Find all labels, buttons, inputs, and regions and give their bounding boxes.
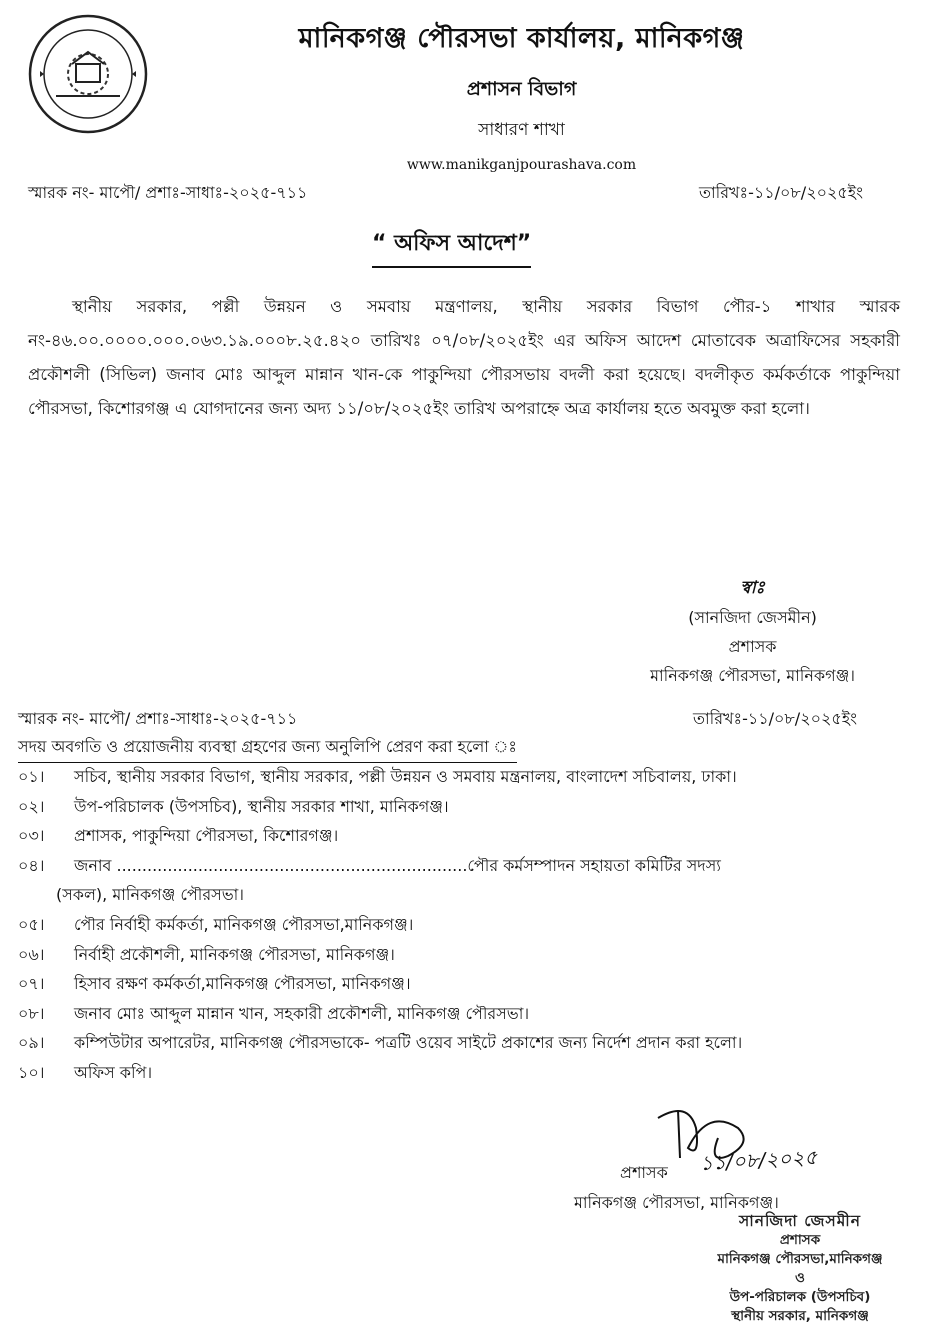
signature-mark: স্বাঃ <box>740 578 765 598</box>
website-url[interactable]: www.manikganjpourashava.com <box>406 157 637 173</box>
department-name: প্রশাসন বিভাগ <box>466 78 577 100</box>
list-item-text: প্রশাসক, পাকুন্দিয়া পৌরসভা, কিশোরগঞ্জ। <box>74 826 339 846</box>
stamp-title2: উপ-পরিচালক (উপসচিব) <box>729 1289 871 1305</box>
stamp-name: সানজিদা জেসমীন <box>738 1212 861 1230</box>
list-item <box>18 910 908 940</box>
list-item-text: জনাব .....................................................................পৌর কর্মসম্পাদন সহায়তা কমিটির সদস্য <box>74 855 721 875</box>
stamp-title: প্রশাসক <box>779 1232 821 1248</box>
copy-list <box>18 762 908 1088</box>
signatory2-title: প্রশাসক <box>620 1163 668 1182</box>
copy-heading: সদয় অবগতি ও প্রয়োজনীয় ব্যবস্থা গ্রহণের জন্য অনুলিপি প্রেরণ করা হলো ঃ <box>18 734 517 763</box>
list-item-text: সচিব, স্থানীয় সরকার বিভাগ, স্থানীয় সরকার, পল্লী উন্নয়ন ও সমবায় মন্ত্রনালয়, বাংলাদেশ সচিবালয়, ঢাকা। <box>74 767 737 786</box>
branch-name: সাধারণ শাখা <box>478 120 565 140</box>
municipality-seal <box>26 12 150 136</box>
list-item-number: ০৮। <box>18 1003 45 1023</box>
signatory-name: (সানজিদা জেসমীন) <box>688 608 817 627</box>
signatory-office: মানিকগঞ্জ পৌরসভা, মানিকগঞ্জ। <box>650 666 855 685</box>
copy-memo-row <box>18 706 857 733</box>
letterhead <box>150 14 893 173</box>
order-body: স্থানীয় সরকার, পল্লী উন্নয়ন ও সমবায় মন্ত্রণালয়, স্থানীয় সরকার বিভাগ পৌর-১ শাখার স্মারক নং-৪৬.০০.০০০০.০০০.০৬৩.১৯.০০০৮.২৫.৪২০ তারিখঃ ০৭/০৮/২০২৫ইং এর অফিস আদেশ মোতাবেক অত্রাফিসের সহকারী প্রকৌশলী (সিভিল) জনাব মোঃ আব্দুল মান্নান খান-কে পাকুন্দিয়া পৌরসভায় বদলী করা হয়েছে। বদলীকৃত কর্মকর্তাকে পাকুন্দিয়া পৌরসভা, কিশোরগঞ্জ এ যোগদানের জন্য অদ্য ১১/০৮/২০২৫ইং তারিখ অপরাহ্নে অত্র কার্যালয় হতে অবমুক্ত করা হলো। <box>28 297 900 418</box>
list-item <box>18 999 908 1029</box>
list-item-text: কম্পিউটার অপারেটর, মানিকগঞ্জ পৌরসভাকে- পত্রটি ওয়েব সাইটে প্রকাশের জন্য নির্দেশ প্রদান করা হলো। <box>74 1033 743 1053</box>
list-item-text: উপ-পরিচালক (উপসচিব), স্থানীয় সরকার শাখা, মানিকগঞ্জ। <box>74 796 449 816</box>
signature-block <box>650 574 855 690</box>
stamp-conjunction: ও <box>795 1270 805 1286</box>
memo-date: তারিখঃ-১১/০৮/২০২৫ইং <box>699 183 863 202</box>
list-item-number: ০৪। <box>18 855 45 875</box>
signatory2-office: মানিকগঞ্জ পৌরসভা, মানিকগঞ্জ। <box>574 1193 779 1212</box>
list-item <box>18 821 908 851</box>
list-item <box>18 1028 908 1058</box>
list-item-number: ০২। <box>18 796 45 816</box>
copy-memo-date: তারিখঃ-১১/০৮/২০২৫ইং <box>693 709 857 728</box>
stamp-office: মানিকগঞ্জ পৌরসভা,মানিকগঞ্জ <box>717 1251 883 1267</box>
office-name: মানিকগঞ্জ পৌরসভা কার্যালয়, মানিকগঞ্জ <box>298 23 745 54</box>
list-item-continuation <box>18 880 908 910</box>
list-item-number: ১০। <box>18 1062 45 1082</box>
list-item <box>18 792 908 822</box>
list-item-number: ০৯। <box>18 1033 45 1053</box>
list-item-text: অফিস কপি। <box>74 1062 153 1082</box>
list-item-number: ০৭। <box>18 974 45 994</box>
list-item <box>18 1058 908 1088</box>
official-stamp <box>680 1212 920 1326</box>
list-item-text: (সকল), মানিকগঞ্জ পৌরসভা। <box>56 885 245 905</box>
list-item-number: ০৬। <box>18 944 45 964</box>
list-item-number: ০৩। <box>18 826 45 846</box>
memo-number: স্মারক নং- মাপৌ/ প্রশাঃ-সাধাঃ-২০২৫-৭১১ <box>28 183 308 202</box>
order-title: “ অফিস আদেশ” <box>372 226 531 268</box>
list-item <box>18 851 908 881</box>
handwritten-date: ১১/০৮/২০২৫ <box>699 1144 818 1176</box>
stamp-office2: স্থানীয় সরকার, মানিকগঞ্জ <box>731 1308 869 1324</box>
copy-memo-number: স্মারক নং- মাপৌ/ প্রশাঃ-সাধাঃ-২০২৫-৭১১ <box>18 709 298 728</box>
list-item <box>18 762 908 792</box>
list-item-text: হিসাব রক্ষণ কর্মকর্তা,মানিকগঞ্জ পৌরসভা, মানিকগঞ্জ। <box>74 974 411 994</box>
list-item-number: ০৫। <box>18 914 45 934</box>
signatory-title: প্রশাসক <box>728 637 777 656</box>
memo-row <box>28 180 863 207</box>
list-item-text: পৌর নির্বাহী কর্মকর্তা, মানিকগঞ্জ পৌরসভা,মানিকগঞ্জ। <box>74 914 414 934</box>
list-item-text: জনাব মোঃ আব্দুল মান্নান খান, সহকারী প্রকৌশলী, মানিকগঞ্জ পৌরসভা। <box>74 1003 530 1023</box>
list-item-number: ০১। <box>18 767 45 786</box>
list-item <box>18 969 908 999</box>
list-item-text: নির্বাহী প্রকৌশলী, মানিকগঞ্জ পৌরসভা, মানিকগঞ্জ। <box>74 944 395 964</box>
list-item <box>18 940 908 970</box>
